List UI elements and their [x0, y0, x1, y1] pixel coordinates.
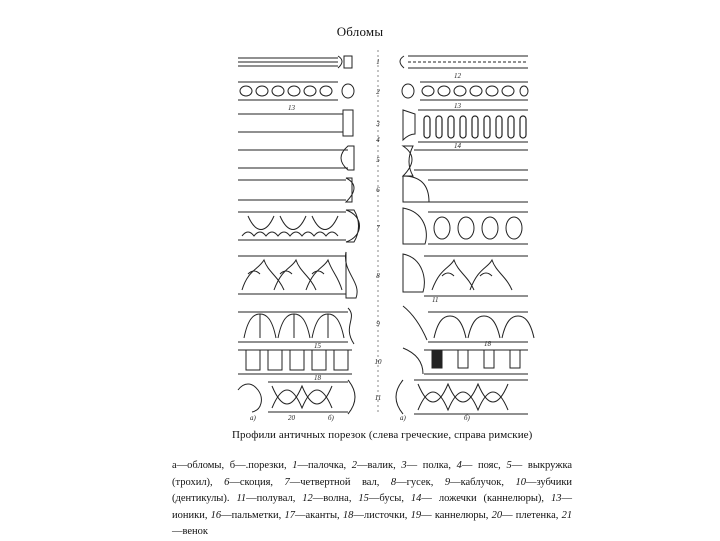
legend-entry-text: —валик, — [357, 460, 396, 471]
legend-entry-text: —палочка, — [297, 460, 347, 471]
row-1-right — [400, 56, 528, 68]
legend-entry-number: 1 — [292, 460, 298, 471]
legend-entry-text: — полка, — [406, 460, 451, 471]
row-10-right — [403, 348, 528, 374]
legend-entry-number: 5 — [506, 460, 512, 471]
legend-entry — [302, 493, 358, 504]
row-8-right — [403, 254, 528, 296]
row-5-right — [403, 146, 528, 176]
legend-entry — [211, 510, 285, 521]
row-9-left — [238, 308, 354, 344]
row-number-2: 2 — [376, 88, 380, 96]
label-bottom-left-a: a) — [250, 414, 256, 422]
row-2-right — [402, 82, 528, 100]
row-number-10: 10 — [374, 358, 382, 366]
legend-entry-text: —гусек, — [396, 476, 434, 488]
moldings-drawing — [228, 50, 588, 422]
label-left-15: 15 — [314, 342, 321, 350]
legend-entry — [236, 493, 302, 504]
label-bottom-left-20: 20 — [288, 414, 295, 422]
legend-entry-number: 18 — [342, 509, 354, 521]
legend-entry-text: — плетенка, — [502, 509, 559, 521]
legend-entry-number: 20 — [491, 509, 503, 521]
label-right-13: 13 — [454, 102, 461, 110]
legend-entry — [457, 460, 507, 471]
label-bottom-right-b: б) — [464, 414, 470, 422]
label-bottom-left-b: б) — [328, 414, 334, 422]
figure-caption: Профили античных порезок (слева греческие, справа римские) — [232, 429, 533, 441]
row-number-8: 8 — [376, 272, 380, 280]
row-8-left — [238, 252, 357, 298]
legend-entry-text: —аканты, — [295, 509, 340, 521]
legend-entry-number: 7 — [284, 476, 290, 488]
legend-entry-number: 6 — [224, 476, 230, 488]
row-11-right — [396, 380, 528, 414]
legend-entry — [352, 460, 402, 471]
row-number-11: 11 — [374, 394, 382, 402]
row-number-1: 1 — [376, 58, 380, 66]
label-right-14: 14 — [454, 142, 461, 150]
legend-entry — [445, 477, 516, 488]
row-3-left — [238, 110, 353, 136]
row-7-left — [238, 210, 360, 242]
legend-text — [172, 458, 572, 541]
legend-entry-text: — выкружка (трохил), — [172, 460, 573, 488]
row-number-7: 7 — [376, 224, 380, 232]
label-left-18: 18 — [314, 374, 321, 382]
row-6-left — [238, 178, 354, 202]
row-number-9: 9 — [376, 320, 380, 328]
row-2-left — [238, 82, 354, 100]
row-number-5: 5 — [376, 156, 380, 164]
label-right-12: 12 — [454, 72, 461, 80]
legend-entry-text: — ложечки (каннелюры), — [421, 493, 545, 504]
legend-entry — [292, 460, 352, 471]
legend-entry — [285, 477, 391, 488]
legend-entry-number: 12 — [302, 493, 313, 504]
label-bottom-right-a: a) — [400, 414, 406, 422]
legend-entry — [285, 510, 343, 521]
legend-entry-text: —пальметки, — [221, 509, 282, 521]
row-1-left — [238, 56, 352, 68]
legend-entry-text: —полувал, — [246, 493, 296, 504]
legend-entry-text: —волна, — [312, 493, 352, 504]
row-number-3: 3 — [376, 120, 380, 128]
legend-entry-text: —венок — [172, 526, 209, 537]
row-number-4: 4 — [376, 136, 380, 144]
legend-entry-text: — пояс, — [461, 460, 501, 471]
row-9-right — [403, 306, 534, 342]
row-5-left — [238, 146, 354, 170]
row-7-right — [403, 208, 528, 244]
legend-entry-number: 19 — [410, 509, 422, 521]
legend-entry — [343, 510, 411, 521]
legend-entry-text: —листочки, — [353, 509, 408, 521]
legend-entry-number: 16 — [210, 509, 222, 521]
page-title: Обломы — [336, 24, 384, 39]
legend-entry-text: — каннелюры, — [421, 509, 489, 521]
legend-entry-number: 21 — [561, 509, 573, 521]
legend-entry-number: 2 — [351, 460, 358, 471]
row-number-6: 6 — [376, 186, 380, 194]
legend-entry — [411, 510, 492, 521]
legend-entry-number: 13 — [551, 493, 562, 504]
label-right-11: 11 — [432, 296, 439, 304]
row-10-left — [238, 350, 352, 374]
legend-entry — [172, 460, 292, 471]
row-3-right — [403, 110, 528, 142]
legend-entry-number: 8 — [390, 476, 397, 488]
legend-entry-number: 9 — [444, 476, 451, 488]
legend-entry — [401, 460, 456, 471]
legend-entry-number: 10 — [515, 476, 526, 488]
legend-entry — [492, 510, 562, 521]
legend-entry — [358, 493, 411, 504]
legend-entry-text: а—обломы, б—.порезки, — [172, 460, 287, 471]
legend-entry-text: —бусы, — [368, 493, 404, 504]
legend-entry-number: 15 — [358, 493, 369, 504]
row-11-left — [238, 380, 355, 414]
legend-entry-number: 14 — [410, 493, 422, 504]
label-right-18: 18 — [484, 340, 491, 348]
legend-entry-text: — ионики, — [172, 493, 573, 521]
legend-entry — [224, 477, 284, 488]
legend-entry — [411, 493, 551, 504]
legend-entry-number: 3 — [401, 460, 407, 471]
legend-entry-text: —зубчики (дентикулы). — [172, 476, 573, 504]
legend-entry-text: —скоция, — [229, 476, 274, 488]
legend-entry-number: 11 — [236, 493, 247, 504]
moldings-plate — [228, 50, 588, 422]
legend-entry-text: —четвертной вал, — [289, 476, 380, 488]
label-left-13: 13 — [288, 104, 295, 112]
legend-entry-number: 17 — [284, 509, 295, 521]
row-6-right — [403, 176, 528, 202]
legend-entry-number: 4 — [456, 460, 462, 471]
legend-entry-text: —каблучок, — [450, 476, 504, 488]
legend-entry — [391, 477, 445, 488]
